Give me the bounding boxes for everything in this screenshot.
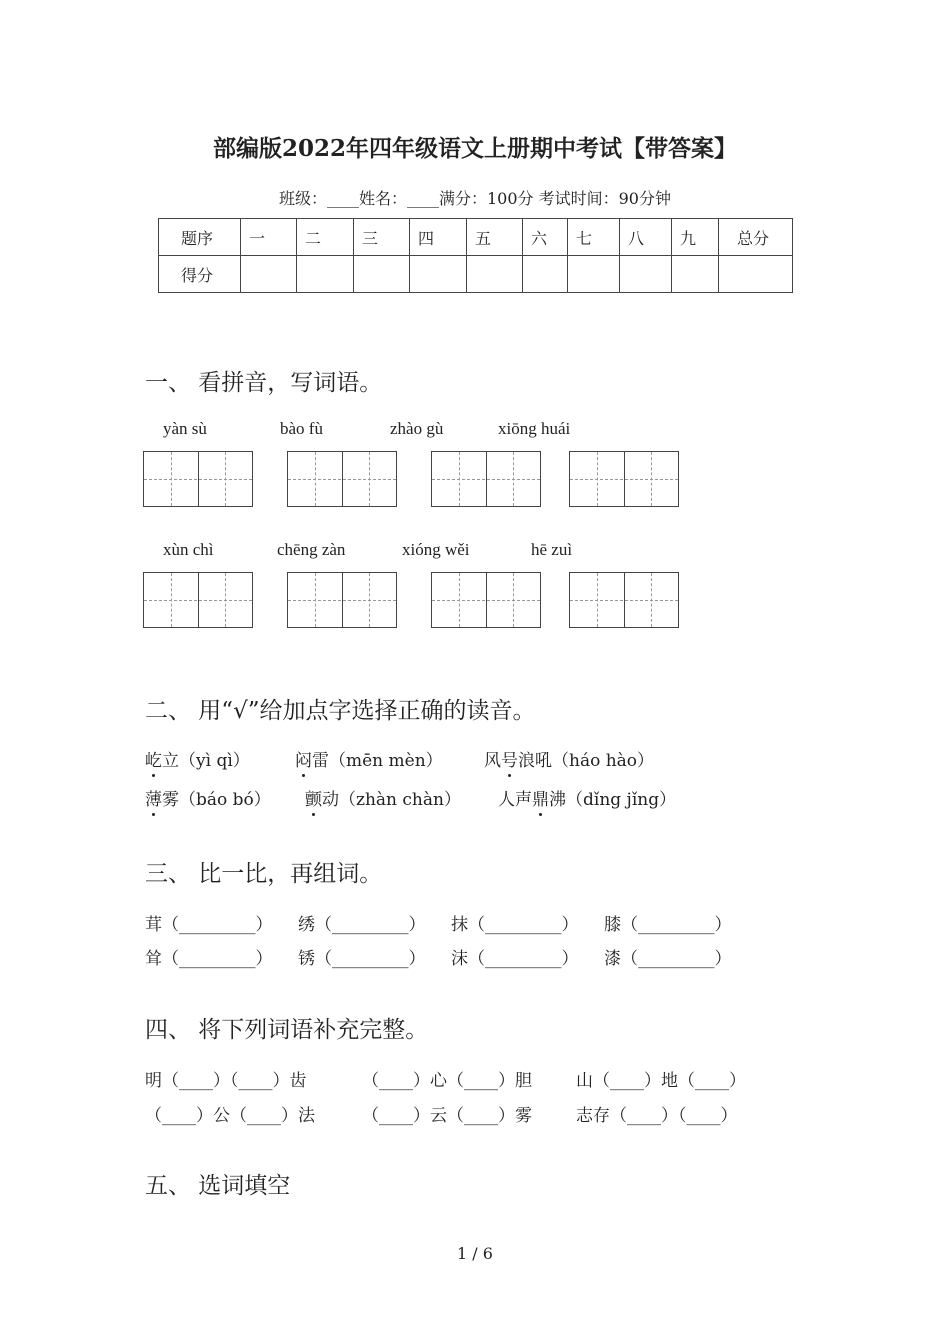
idiom-blank[interactable]: 志存（____）（____）	[576, 1106, 738, 1126]
writing-grid[interactable]	[569, 572, 679, 628]
table-cell: 四	[410, 219, 467, 256]
score-cell[interactable]	[523, 256, 568, 293]
idiom-blank[interactable]: 山（____）地（____）	[576, 1071, 746, 1091]
writing-grid[interactable]	[569, 451, 679, 507]
pinyin-label: hē zuì	[531, 540, 573, 559]
q3-heading: 三、 比一比，再组词。	[145, 861, 383, 887]
word-blank[interactable]: 绣（_________）	[298, 915, 426, 935]
table-cell: 八	[620, 219, 672, 256]
writing-grid[interactable]	[287, 572, 397, 628]
score-cell[interactable]	[354, 256, 410, 293]
score-cell[interactable]	[672, 256, 719, 293]
word-blank[interactable]: 膝（_________）	[604, 915, 732, 935]
table-cell: 五	[467, 219, 523, 256]
idiom-blank[interactable]: 明（____）（____）齿	[145, 1071, 307, 1091]
score-table	[158, 218, 793, 293]
table-cell: 题序	[159, 219, 241, 256]
q5-heading: 五、 选词填空	[145, 1173, 291, 1199]
score-cell[interactable]	[620, 256, 672, 293]
table-cell: 三	[354, 219, 410, 256]
reading-item: 颤动（zhàn chàn）	[305, 785, 461, 810]
score-cell[interactable]	[719, 256, 793, 293]
table-cell: 一	[241, 219, 297, 256]
pinyin-label: xiōng huái	[498, 419, 571, 438]
score-table-header-row	[159, 219, 793, 256]
score-cell[interactable]	[467, 256, 523, 293]
score-cell[interactable]	[410, 256, 467, 293]
table-cell: 七	[568, 219, 620, 256]
writing-grid[interactable]	[431, 572, 541, 628]
writing-grid[interactable]	[287, 451, 397, 507]
pinyin-label: bào fù	[280, 419, 323, 438]
q4-heading: 四、 将下列词语补充完整。	[145, 1017, 429, 1043]
word-blank[interactable]: 沫（_________）	[451, 949, 579, 969]
score-cell[interactable]	[568, 256, 620, 293]
pinyin-label: zhào gù	[390, 419, 444, 438]
table-cell: 六	[523, 219, 568, 256]
pinyin-label: xióng wěi	[402, 540, 470, 559]
pinyin-label: xùn chì	[163, 540, 214, 559]
writing-grid[interactable]	[143, 451, 253, 507]
reading-item: 人声鼎沸（dǐng jǐng）	[498, 785, 676, 810]
idiom-blank[interactable]: （____）云（____）雾	[362, 1106, 532, 1126]
page-number: 1 / 6	[457, 1244, 493, 1263]
table-cell: 二	[297, 219, 354, 256]
q1-heading: 一、 看拼音，写词语。	[145, 370, 383, 396]
reading-item: 风号浪吼（háo hào）	[484, 746, 654, 771]
pinyin-label: chēng zàn	[277, 540, 346, 559]
idiom-blank[interactable]: （____）心（____）胆	[362, 1071, 532, 1091]
pinyin-label: yàn sù	[163, 419, 207, 438]
writing-grid[interactable]	[143, 572, 253, 628]
table-cell: 得分	[159, 256, 241, 293]
score-table-score-row	[159, 256, 793, 293]
reading-item: 薄雾（báo bó）	[145, 785, 271, 810]
page-title: 部编版2022年四年级语文上册期中考试【带答案】	[212, 135, 737, 162]
word-blank[interactable]: 耸（_________）	[145, 949, 273, 969]
writing-grid[interactable]	[431, 451, 541, 507]
idiom-blank[interactable]: （____）公（____）法	[145, 1106, 315, 1126]
score-cell[interactable]	[241, 256, 297, 293]
word-blank[interactable]: 锈（_________）	[298, 949, 426, 969]
reading-item: 屹立（yì qì）	[145, 746, 250, 771]
table-cell: 总分	[719, 219, 793, 256]
exam-info: 班级：____姓名：____满分：100分 考试时间：90分钟	[279, 189, 671, 208]
score-cell[interactable]	[297, 256, 354, 293]
q2-heading: 二、 用“√”给加点字选择正确的读音。	[145, 698, 536, 724]
word-blank[interactable]: 茸（_________）	[145, 915, 273, 935]
reading-item: 闷雷（mēn mèn）	[295, 746, 443, 771]
table-cell: 九	[672, 219, 719, 256]
word-blank[interactable]: 抹（_________）	[451, 915, 579, 935]
word-blank[interactable]: 漆（_________）	[604, 949, 732, 969]
